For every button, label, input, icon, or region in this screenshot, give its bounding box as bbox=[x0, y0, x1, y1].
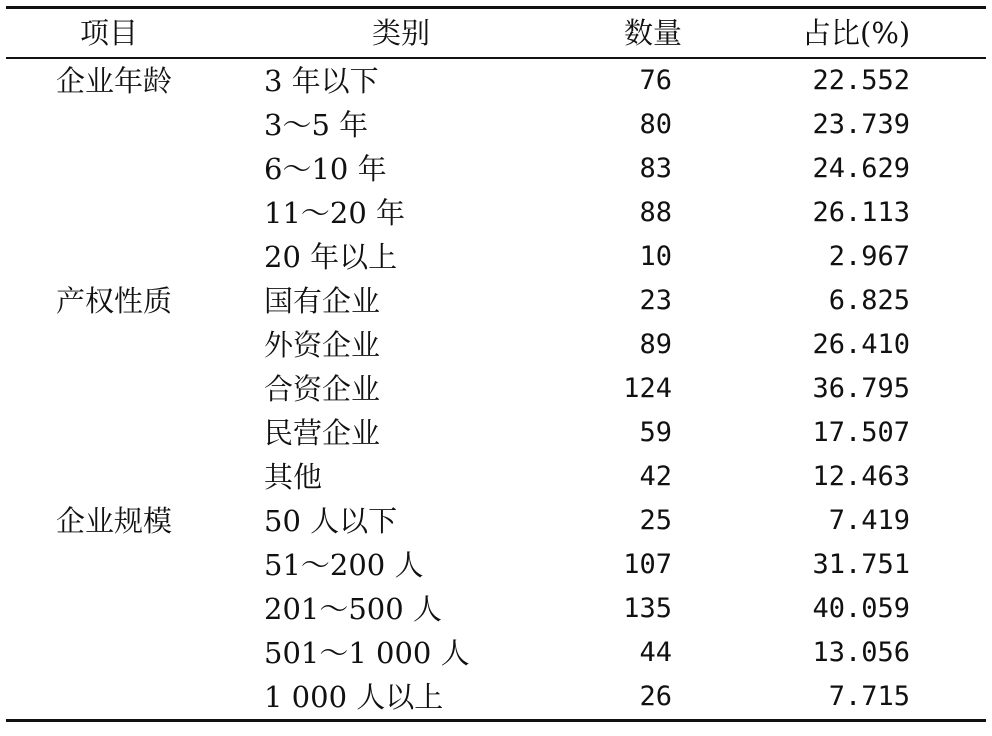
row-item-cell: 企业年龄 bbox=[56, 63, 173, 98]
row-share-cell: 22.552 bbox=[812, 64, 910, 96]
row-share-cell: 31.751 bbox=[812, 548, 910, 580]
row-category-cell: 501～1 000 人 bbox=[264, 635, 470, 670]
row-share-cell: 26.410 bbox=[812, 328, 910, 360]
table-row bbox=[6, 59, 986, 103]
table-body bbox=[6, 59, 986, 719]
row-count-cell: 76 bbox=[639, 64, 672, 96]
row-count-cell: 88 bbox=[639, 196, 672, 228]
table-header-row bbox=[6, 9, 986, 57]
row-category-cell: 1 000 人以上 bbox=[264, 679, 444, 714]
row-count-cell: 124 bbox=[623, 372, 672, 404]
table-row bbox=[6, 543, 986, 587]
row-category-cell: 201～500 人 bbox=[264, 591, 442, 626]
table-row bbox=[6, 499, 986, 543]
row-count-cell: 80 bbox=[639, 108, 672, 140]
table-row bbox=[6, 235, 986, 279]
row-share-cell: 6.825 bbox=[828, 284, 910, 316]
table-row bbox=[6, 675, 986, 719]
row-count-cell: 135 bbox=[623, 592, 672, 624]
table-row bbox=[6, 103, 986, 147]
table-bottom-rule bbox=[6, 719, 986, 722]
row-category-cell: 合资企业 bbox=[264, 371, 381, 406]
row-count-cell: 10 bbox=[639, 240, 672, 272]
row-share-cell: 7.419 bbox=[828, 504, 910, 536]
header-item: 项目 bbox=[80, 16, 139, 50]
row-category-cell: 11～20 年 bbox=[264, 195, 406, 230]
table-row bbox=[6, 279, 986, 323]
header-share: 占比(%) bbox=[802, 16, 911, 50]
header-category: 类别 bbox=[372, 16, 431, 50]
table-row bbox=[6, 367, 986, 411]
table-row bbox=[6, 455, 986, 499]
row-share-cell: 36.795 bbox=[812, 372, 910, 404]
row-category-cell: 3 年以下 bbox=[264, 63, 379, 98]
table-row bbox=[6, 147, 986, 191]
row-count-cell: 83 bbox=[639, 152, 672, 184]
table-row bbox=[6, 631, 986, 675]
row-count-cell: 26 bbox=[639, 680, 672, 712]
row-item-cell: 企业规模 bbox=[56, 503, 173, 538]
row-category-cell: 3～5 年 bbox=[264, 107, 369, 142]
row-category-cell: 50 人以下 bbox=[264, 503, 398, 538]
row-category-cell: 国有企业 bbox=[264, 283, 381, 318]
row-category-cell: 民营企业 bbox=[264, 415, 381, 450]
data-table bbox=[6, 6, 986, 722]
row-count-cell: 107 bbox=[623, 548, 672, 580]
row-share-cell: 12.463 bbox=[812, 460, 910, 492]
row-share-cell: 26.113 bbox=[812, 196, 910, 228]
table-row bbox=[6, 411, 986, 455]
header-count: 数量 bbox=[624, 16, 683, 50]
row-count-cell: 89 bbox=[639, 328, 672, 360]
table-row bbox=[6, 323, 986, 367]
row-share-cell: 13.056 bbox=[812, 636, 910, 668]
row-item-cell: 产权性质 bbox=[56, 283, 173, 318]
row-count-cell: 59 bbox=[639, 416, 672, 448]
row-count-cell: 25 bbox=[639, 504, 672, 536]
row-count-cell: 44 bbox=[639, 636, 672, 668]
row-share-cell: 24.629 bbox=[812, 152, 910, 184]
row-share-cell: 40.059 bbox=[812, 592, 910, 624]
row-count-cell: 23 bbox=[639, 284, 672, 316]
row-category-cell: 51～200 人 bbox=[264, 547, 424, 582]
row-category-cell: 20 年以上 bbox=[264, 239, 398, 274]
row-share-cell: 23.739 bbox=[812, 108, 910, 140]
row-share-cell: 7.715 bbox=[828, 680, 910, 712]
row-category-cell: 外资企业 bbox=[264, 327, 381, 362]
row-share-cell: 17.507 bbox=[812, 416, 910, 448]
table-row bbox=[6, 191, 986, 235]
table-row bbox=[6, 587, 986, 631]
row-count-cell: 42 bbox=[639, 460, 672, 492]
row-category-cell: 6～10 年 bbox=[264, 151, 387, 186]
row-category-cell: 其他 bbox=[264, 459, 323, 494]
row-share-cell: 2.967 bbox=[828, 240, 910, 272]
